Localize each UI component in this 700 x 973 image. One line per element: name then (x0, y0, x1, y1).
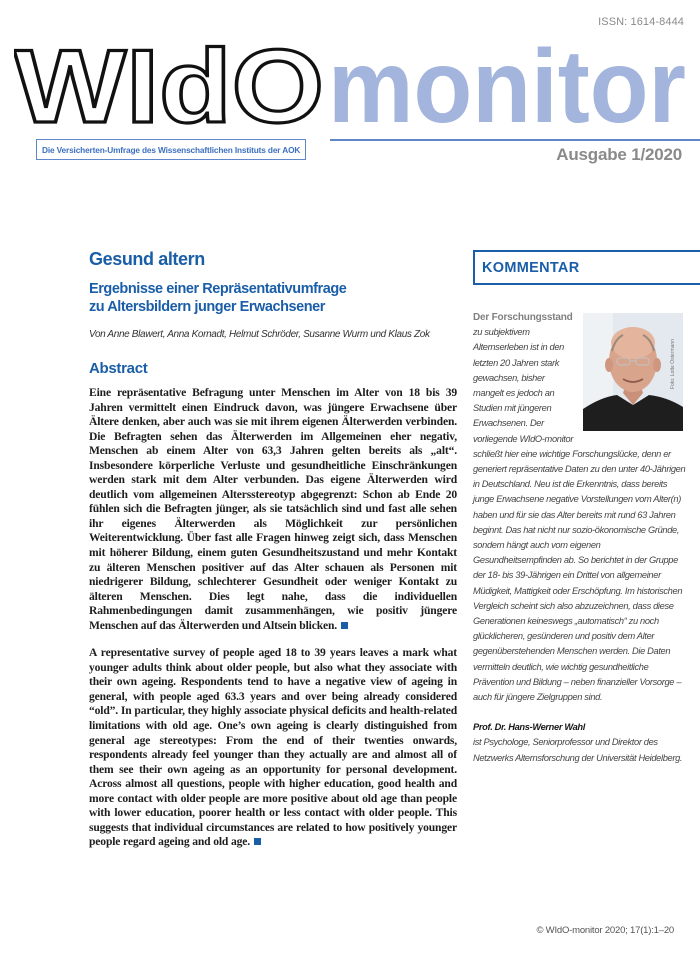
kommentar-header (473, 250, 700, 285)
wido-monitor-logo (14, 40, 700, 130)
header-rule (330, 139, 700, 141)
logo-fill-text: monitor (328, 40, 686, 132)
kommentar-text: zu subjektivem Alternserleben ist in den letzten 20 Jahren stark gewachsen, bisher mangelt es jedoch an Studien mit jüngeren Erwachsenen. Der vorliegende WIdO-monitor schließt hier eine wichtige Forschungslücke, denn er generiert repräsentative Daten zu den unter 40-Jährigen in Deutschland. Neu ist die Erkenntnis, dass bereits junge Erwachsene negative Vorstellungen vom Alter(n) haben und für sie das Alter bereits mit rund 63 Jahren beginnt. Das hat nicht nur sozio-ökonomische Gründe, sondern hängt auch vom eigenen Gesundheitsempfinden ab. So berichtet in der Gruppe der 18- bis 39-Jährigen ein Drittel von allgemeiner Müdigkeit, Mattigkeit oder Erschöpfung. Im historischen Vergleich scheint sich also abzuzeichnen, dass diese Generationen keineswegs „automatisch“ zu noch glücklicheren, gesünderen und positiv dem Alter gegenüberstehenden Menschen werden. Die Daten vermitteln deutlich, wie wichtig gesundheitliche Prävention und Bildung – neben finanzieller Vorsorge – auch für jüngere Zielgruppen sind. (473, 327, 686, 703)
logo-outline-text: WIdO (14, 40, 324, 132)
kommentar-heading: KOMMENTAR (482, 259, 580, 276)
end-square-icon (341, 622, 348, 629)
abstract-heading: Abstract (89, 360, 148, 377)
abstract-english-text: A representative survey of people aged 18 to 39 years leaves a mark what younger adults think about older people, but also what they associate with their own ageing. Respondents tend to have a negative view of ageing in general, with people aged 63.3 years and over being already considered “old”. In particular, they highly associate physical deficits and health-related limitations with old age. One’s own ageing is clearly distinguished from general age stereotypes: From the end of their twenties onwards, respondents already feel younger than they actually are and almost all of them see their own ageing as an opportunity for personal development. Across almost all questions, people with higher education, good health and more contact with older people are more positive about old age than people with lower education, poorer health or less contact with older people. This suggests that individual circumstances are related to how positively younger people regard ageing and old age. (89, 646, 457, 849)
kommentar-lead: Der Forschungsstand (473, 312, 573, 323)
footer-citation: © WIdO-monitor 2020; 17(1):1–20 (536, 925, 674, 936)
tagline-box (36, 139, 306, 160)
issn-label: ISSN: 1614-8444 (598, 16, 684, 28)
author-photo (583, 313, 683, 431)
article-subtitle (89, 280, 457, 316)
abstract-english (89, 646, 457, 850)
article-subtitle-line2: zu Altersbildern junger Erwachsener (89, 299, 325, 315)
kommentar-author-bio: ist Psychologe, Seniorprofessor und Direktor des Netzwerks Alternsforschung der Universität Heidelberg. (473, 737, 683, 763)
article-subtitle-line1: Ergebnisse einer Repräsentativumfrage (89, 281, 347, 297)
abstract-german-text: Eine repräsentative Befragung unter Menschen im Alter von 18 bis 39 Jahren vermittelt einen Eindruck davon, was jüngere Erwachsene über Ältere denken, aber auch was sie mit ihrem eigenen Älterwerden verbinden. Die Befragten sehen das Älterwerden im Allgemeinen eher negativ, Menschen ab einem Alter von 63,3 Jahren gelten bereits als „alt“. Insbesondere körperliche Verluste und gesundheitliche Einschränkungen werden stark mit dem Alter verbunden. Das eigene Älterwerden wird deutlich vom allgemeinen Altersstereotyp abgegrenzt: Schon ab Ende 20 fühlen sich die Befragten jünger, als sie tatsächlich sind und fast alle sehen ihr eigenes Älterwerden als Möglichkeit zur persönlichen Weiterentwicklung. Über fast alle Fragen hinweg zeigt sich, dass Menschen mit höherer Bildung, einem guten Gesundheitszustand und mehr Kontakt zu älteren Menschen positiver auf das Alter schauen als Personen mit niedrigerer Bildung, schlechterer Gesundheit oder weniger Kontakt zu älteren Menschen. Dies legt nahe, dass die individuellen Rahmenbedingungen damit zusammenhängen, wie positiv jüngere Menschen auf das Älterwerden und Altsein blicken. (89, 386, 457, 632)
tagline: Die Versicherten-Umfrage des Wissenschaftlichen Instituts der AOK (42, 144, 301, 155)
kommentar-author-name: Prof. Dr. Hans-Werner Wahl (473, 722, 585, 733)
kommentar-column (473, 310, 688, 766)
photo-credit: Foto: Lotte Ostermann (669, 339, 676, 390)
article-title: Gesund altern (89, 249, 205, 269)
article-authors: Von Anne Blawert, Anna Kornadt, Helmut Schröder, Susanne Wurm und Klaus Zok (89, 329, 430, 340)
spacer (473, 705, 688, 720)
article-column (89, 248, 457, 850)
end-square-icon (254, 838, 261, 845)
kommentar-signature (473, 720, 688, 766)
abstract-german (89, 386, 457, 633)
issue-label: Ausgabe 1/2020 (556, 145, 682, 164)
